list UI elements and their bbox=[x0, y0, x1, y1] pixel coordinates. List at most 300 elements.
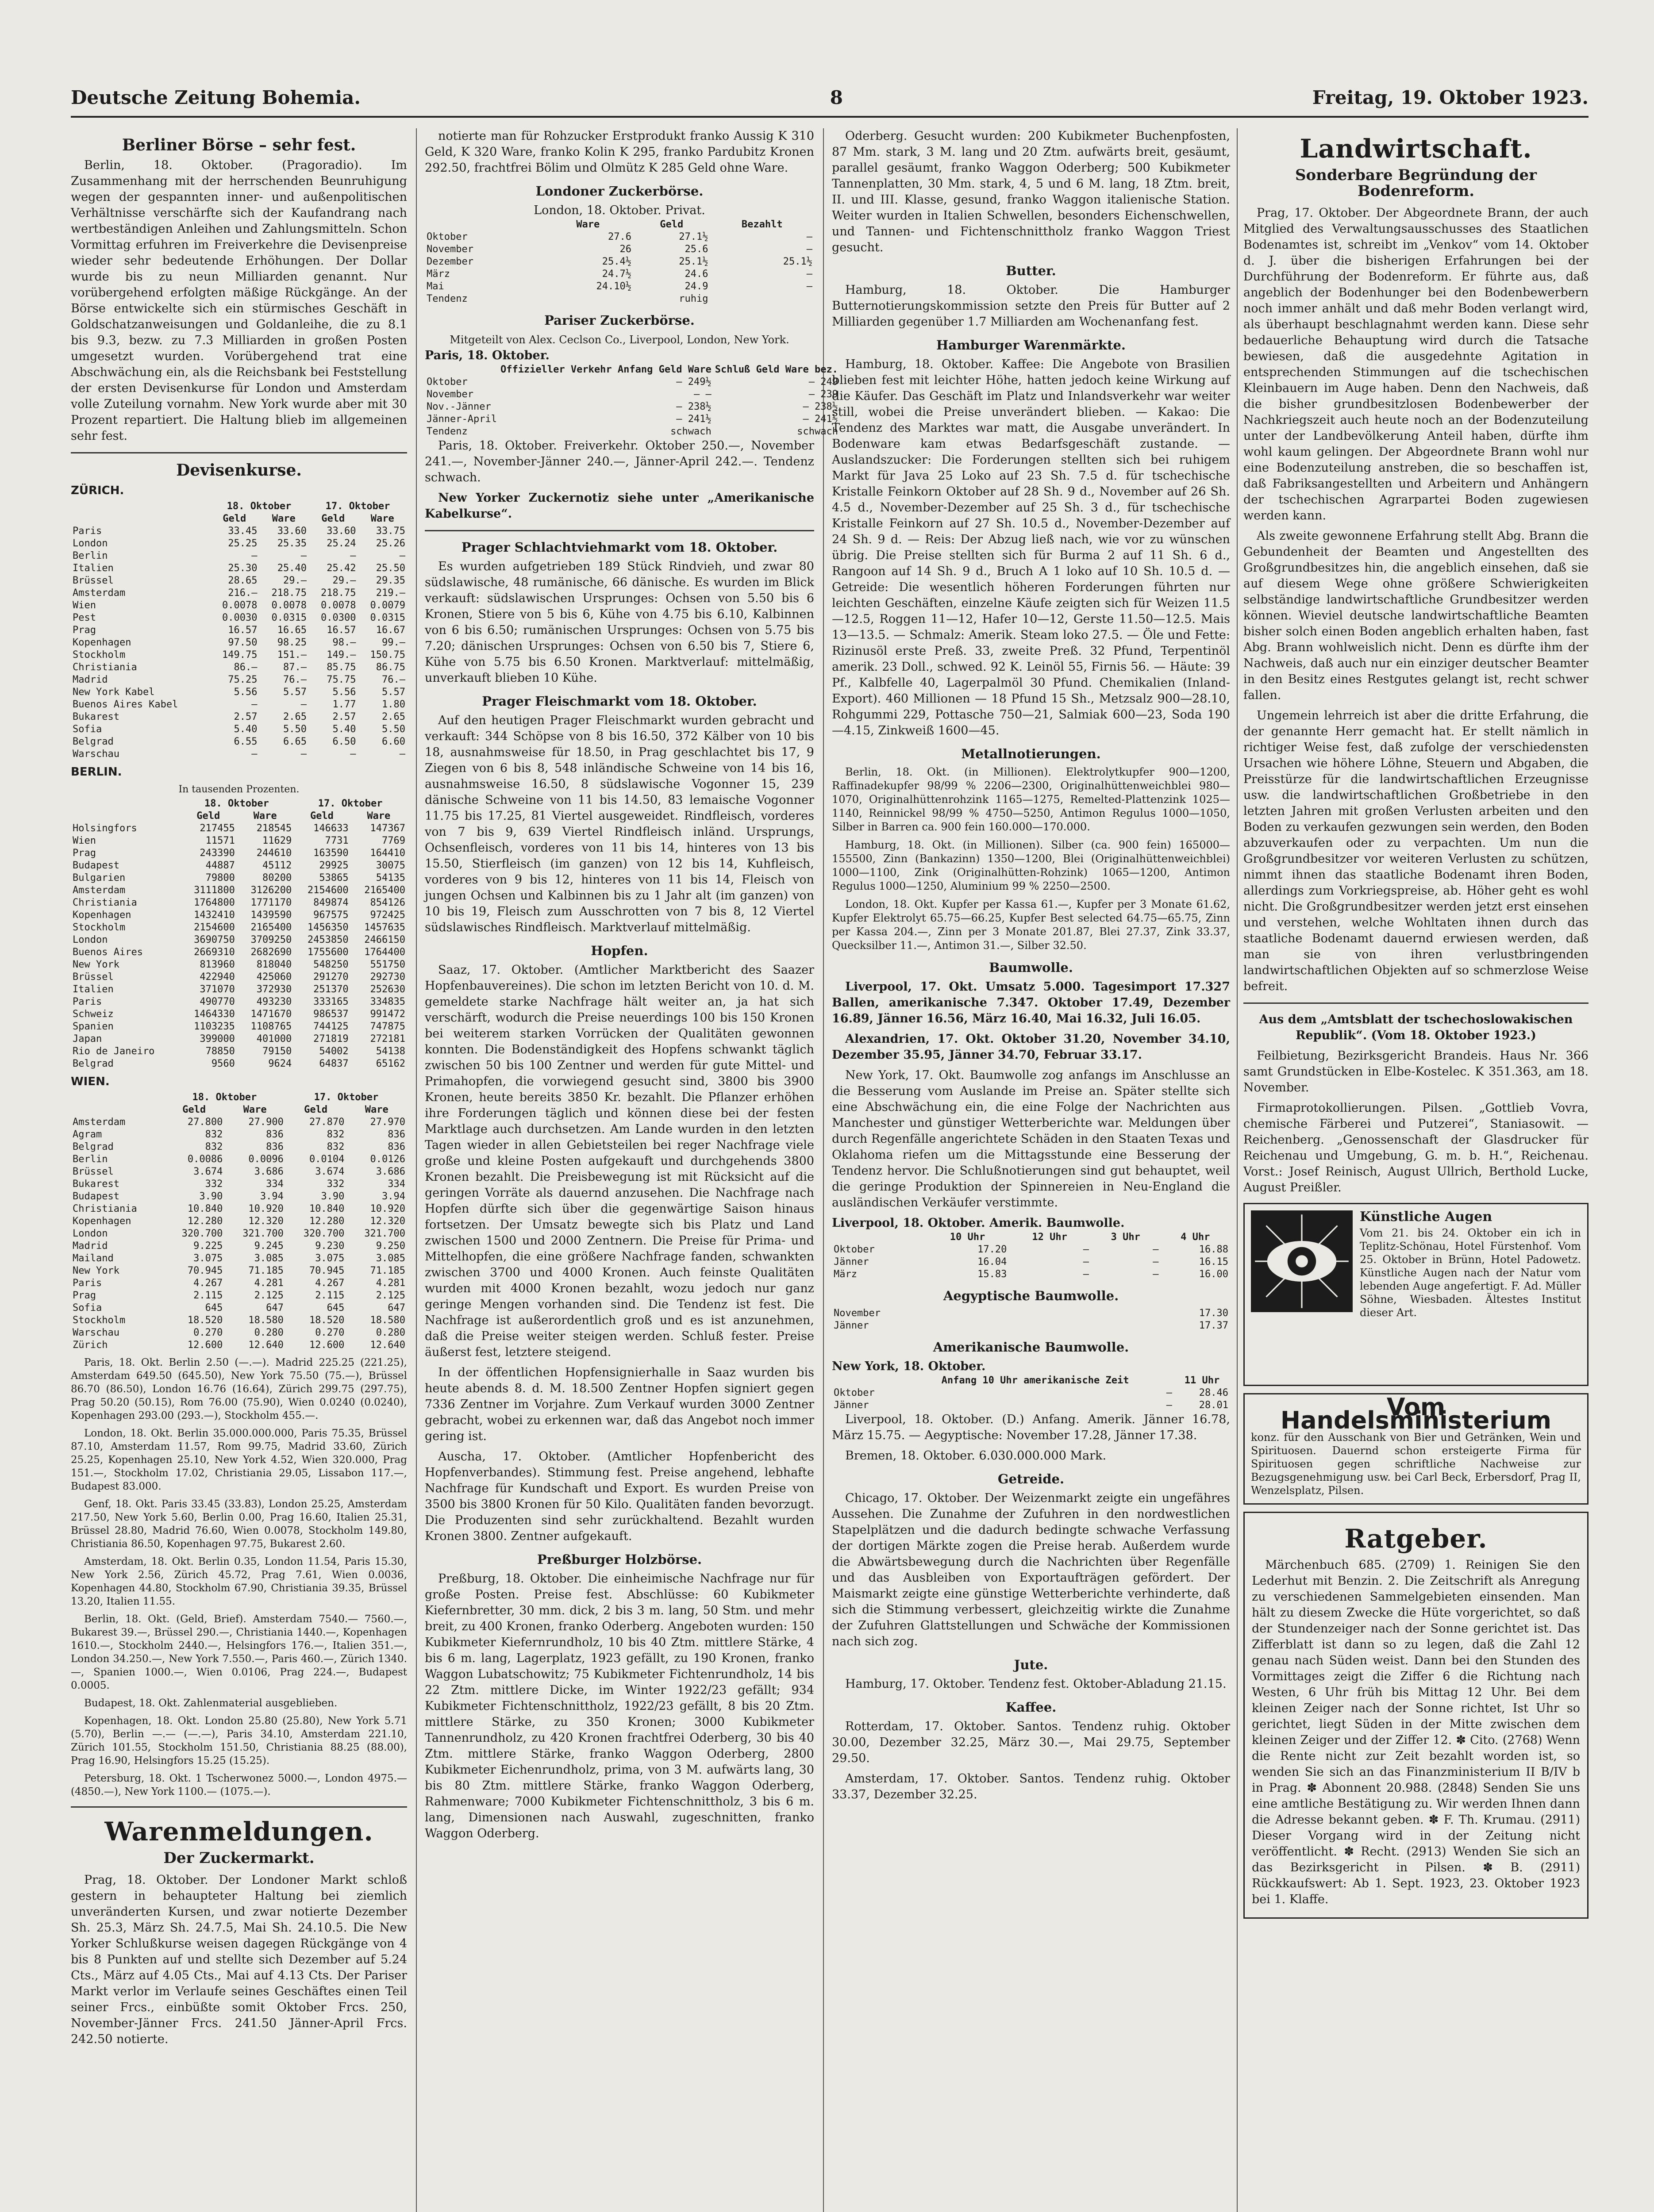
table-cell: 12.280 bbox=[187, 1216, 223, 1227]
table-cell: 16.00 bbox=[1199, 1269, 1228, 1280]
table-cell: 292730 bbox=[370, 972, 405, 983]
table-row bbox=[425, 413, 840, 426]
table-cell bbox=[542, 293, 633, 305]
table-cell: — 241½ bbox=[803, 414, 838, 425]
divider bbox=[71, 1806, 407, 1808]
table-cell: 10.840 bbox=[187, 1203, 223, 1214]
table-row bbox=[71, 1228, 407, 1240]
table-row bbox=[832, 1307, 1230, 1320]
table-row bbox=[71, 1141, 407, 1153]
table-cell: 551750 bbox=[370, 959, 405, 970]
table-cell: 0.0078 bbox=[321, 600, 356, 611]
row-label: Amsterdam bbox=[73, 885, 126, 896]
column-rule bbox=[823, 128, 824, 2212]
table-cell: 29925 bbox=[319, 860, 349, 871]
table-cell: 76.– bbox=[382, 674, 405, 685]
berlin-table-title: BERLIN. bbox=[71, 765, 122, 779]
table-cell: — bbox=[1083, 1256, 1089, 1267]
table-row bbox=[71, 959, 407, 971]
table-cell: 422940 bbox=[200, 972, 235, 983]
table-cell: 272181 bbox=[370, 1033, 405, 1045]
table-cell: – bbox=[350, 749, 356, 760]
table-cell: 3.90 bbox=[199, 1191, 223, 1202]
table-cell: — bbox=[1153, 1269, 1159, 1280]
table-cell: 5.57 bbox=[283, 687, 307, 698]
paper-name: Deutsche Zeitung Bohemia. bbox=[71, 86, 361, 108]
table-row bbox=[832, 1256, 1230, 1268]
row-label: Berlin bbox=[73, 1154, 108, 1165]
table-cell: 149.– bbox=[327, 649, 356, 661]
table-cell: 76.– bbox=[283, 674, 307, 685]
table-row bbox=[71, 884, 407, 897]
table-cell: 1457635 bbox=[364, 922, 405, 933]
row-label: Mailand bbox=[73, 1253, 114, 1264]
table-row bbox=[425, 280, 814, 293]
table-row bbox=[71, 599, 407, 612]
row-label: Tendenz bbox=[427, 426, 468, 437]
amsterdam-kaffee-text: Amsterdam, 17. Oktober. Santos. Tendenz ruhig. Oktober 33.37, Dezember 32.25. bbox=[832, 1772, 1230, 1801]
row-label: Schweiz bbox=[73, 1009, 114, 1020]
table-cell: 1764800 bbox=[194, 897, 235, 908]
table-cell: — bbox=[1083, 1269, 1089, 1280]
table-cell: 17.20 bbox=[977, 1244, 1007, 1255]
row-label: Paris bbox=[73, 996, 102, 1007]
row-label: Sofia bbox=[73, 724, 102, 735]
table-cell: 1103235 bbox=[194, 1021, 235, 1032]
table-row bbox=[71, 1178, 407, 1190]
hopfen-text-2: In der öffentlichen Hopfensignierhalle in Saaz wurden bis heute abends 8. d. M. 18.500 Zentner Hopfen signiert gegen 7336 Zentner im Vorjahre. Zum Verkauf wurden 3000 Zentner gebracht, wobei zu erkennen war, daß das Angebot noch immer gering ist. bbox=[425, 1366, 814, 1443]
landwirtschaft-heading: Landwirtschaft. bbox=[1300, 134, 1532, 164]
row-label: New York bbox=[73, 959, 119, 970]
table-cell: 2669310 bbox=[194, 947, 235, 958]
row-label: Rio de Janeiro bbox=[73, 1046, 155, 1057]
other-quotes bbox=[71, 1356, 407, 1798]
table-cell: 0.0315 bbox=[370, 612, 405, 623]
london-sugar-table: Ware Geld Bezahlt Oktober 27.6 27.1½ — November 26 25.6 — Dezember 25.4½ 25.1½ 25.1½ März 24.7½ 24.6 — Mai 24.10½ 24.9 — Tendenz ruhig bbox=[425, 219, 814, 305]
hopfen-heading: Hopfen. bbox=[591, 943, 648, 958]
column-rule bbox=[1237, 128, 1238, 2212]
table-row bbox=[71, 748, 407, 760]
table-cell: 25.30 bbox=[228, 563, 258, 574]
table-cell: 2.125 bbox=[376, 1290, 405, 1301]
table-row bbox=[425, 243, 814, 256]
table-cell: 332 bbox=[327, 1179, 345, 1190]
table-cell: 320.700 bbox=[181, 1228, 223, 1239]
row-label: Madrid bbox=[73, 1240, 108, 1252]
table-row bbox=[71, 897, 407, 909]
ad-eye-headline: Künstliche Augen bbox=[1360, 1209, 1492, 1225]
table-cell: 2466150 bbox=[364, 934, 405, 945]
column-2 bbox=[425, 128, 838, 2212]
table-cell: 79800 bbox=[205, 872, 235, 883]
row-label: Agram bbox=[73, 1129, 102, 1140]
table-cell: – bbox=[300, 550, 307, 561]
paris-freiverkehr: Paris, 18. Oktober. Freiverkehr. Oktober 250.—, November 241.—, November-Jänner 240.—, Jänner-April 242.—. Tendenz schwach. bbox=[425, 439, 814, 484]
ad-eye-text: Vom 21. bis 24. Oktober ein ich in Teplitz-Schönau, Hotel Fürstenhof. Vom 25. Oktober in Brünn, Hotel Padowetz. Künstliche Augen nach der Natur vom lebenden Auge angefertigt. F. Ad. Müller Söhne, Wiesbaden. Ältestes Institut dieser Art. bbox=[1360, 1227, 1581, 1319]
table-cell: 16.88 bbox=[1199, 1244, 1228, 1255]
table-cell: 54138 bbox=[376, 1046, 405, 1057]
table-cell: 218545 bbox=[256, 823, 292, 834]
table-cell: 425060 bbox=[256, 972, 292, 983]
quote-paragraph: London, 18. Okt. Berlin 35.000.000.000, Paris 75.35, Brüssel 87.10, Amsterdam 11.57, Rom 99.75, Madrid 33.60, Zürich 25.25, Kopenhagen 25.10, New York 4.52, Wien 320.000, Prag 151.—, Stockholm 17.02, Christiania 29.05, Lissabon 117.—, Budapest 83.000. bbox=[71, 1428, 407, 1492]
table-cell: 12.320 bbox=[370, 1216, 405, 1227]
row-label: Zürich bbox=[73, 1340, 108, 1351]
ad-handelsministerium-title: Vom Handelsministerium bbox=[1280, 1393, 1552, 1434]
hamburger-warenmaerkte-heading: Hamburger Warenmärkte. bbox=[936, 338, 1126, 353]
zuckermarkt-subheading: Der Zuckermarkt. bbox=[163, 1849, 315, 1867]
table-cell: 25.25 bbox=[228, 538, 258, 549]
table-row bbox=[71, 1203, 407, 1215]
table-cell: 0.270 bbox=[193, 1327, 223, 1338]
row-label: Italien bbox=[73, 984, 114, 995]
table-cell: 17.30 bbox=[1199, 1308, 1228, 1319]
table-cell: 251370 bbox=[313, 984, 349, 995]
new-york-sugar-note: New Yorker Zuckernotiz siehe unter „Amerikanische Kabelkurse“. bbox=[425, 491, 814, 521]
table-cell: 1108765 bbox=[250, 1021, 292, 1032]
table-row bbox=[71, 1190, 407, 1203]
table-cell: 3.075 bbox=[193, 1253, 223, 1264]
table-row bbox=[832, 1268, 1230, 1281]
bodenreform-text-1: Prag, 17. Oktober. Der Abgeordnete Brann, der auch Mitglied des Verwaltungsausschusses des Staatlichen Bodenamtes ist, schreibt im „Venkov“ vom 14. Oktober d. J. über die bisherigen Erfahrungen bei der Durchführung der Bodenreform. Er führte aus, daß angeblich der Bodenhunger bei den Bodenbewerbern noch immer anhält und daß mehr Boden verlangt wird, als überhaupt beschlagnahmt werden kann. Diese sehr bedauerliche Behauptung wird durch die Tatsache bewiesen, daß die ausgedehnte Agitation in entsprechenden Stimmungen auf die tschechischen Kleinbauern im Auge haben. Denn den Nachweis, daß die bisher grundbesitzlosen Bodenbewerber der Nachkriegszeit auch heute noch an der Bodenzuteilung unter der Landbevölkerung Anteil haben, dürfte ihm wohl kaum gelingen. Der Abgeordnete Brann wohl nur eine Bodenzuteilung anstreben, die so beschaffen ist, daß Fabriksangestellten und Arbeitern und Anhängern der tschechischen Agrarpartei Boden zugewiesen werden kann. bbox=[1243, 206, 1589, 522]
table-row bbox=[71, 1153, 407, 1166]
metallnotierungen-heading: Metallnotierungen. bbox=[961, 746, 1101, 761]
metall-hamburg-text: Hamburg, 18. Okt. (in Millionen). Silber (ca. 900 fein) 165000—155500, Zinn (Bankazinn) 1350—1200, Blei (Originalhüttenweichblei) 1000—1100, Zink (Originalhütten-Rohzink) 1065—1200, Antimon Regulus 1000—1250, Aluminium 99 % 2250—2500. bbox=[832, 839, 1230, 892]
table-cell: 493230 bbox=[256, 996, 292, 1007]
table-cell: 0.0078 bbox=[271, 600, 307, 611]
table-row bbox=[71, 1033, 407, 1045]
column-3 bbox=[832, 128, 1230, 2212]
table-cell: — — bbox=[694, 389, 712, 400]
table-cell: 3.085 bbox=[376, 1253, 405, 1264]
table-cell: 2154600 bbox=[194, 922, 235, 933]
row-label: New York Kabel bbox=[73, 687, 155, 698]
table-cell: – bbox=[251, 699, 258, 710]
table-cell: 86.– bbox=[234, 662, 258, 673]
table-cell: 218.75 bbox=[321, 588, 356, 599]
table-row bbox=[71, 1252, 407, 1265]
table-cell: 9624 bbox=[268, 1058, 292, 1069]
table-cell: 6.65 bbox=[283, 736, 307, 747]
table-cell: 33.75 bbox=[376, 526, 405, 537]
table-cell: — bbox=[1153, 1244, 1159, 1255]
table-row bbox=[71, 1327, 407, 1339]
row-label: Stockholm bbox=[73, 922, 126, 933]
table-cell: 147367 bbox=[370, 823, 405, 834]
table-cell: 24.6 bbox=[685, 269, 708, 280]
row-label: London bbox=[73, 538, 108, 549]
table-cell: ruhig bbox=[679, 293, 708, 304]
row-label: Amsterdam bbox=[73, 588, 126, 599]
table-cell: — 239 bbox=[808, 389, 838, 400]
page-number: 8 bbox=[830, 86, 843, 108]
row-label: Warschau bbox=[73, 749, 119, 760]
table-cell: 334835 bbox=[370, 996, 405, 1007]
row-label: November bbox=[834, 1308, 881, 1319]
schlachtviehmarkt-heading: Prager Schlachtviehmarkt vom 18. Oktober. bbox=[461, 540, 778, 555]
table-row bbox=[71, 1240, 407, 1252]
zurich-table: 18. Oktober 17. Oktober Geld Ware Geld Ware Paris 33.45 33.60 33.60 33.75 London 25.25 25.35 25.24 25.26 Berlin – – – – Italien 25.30 25.40 25.42 25.50 Brüssel 28.65 29.– 29.– 29.35 Amsterdam 216.– 218.75 218.75 219.– Wien 0.0078 0.0078 0.0078 0.0079 Pest 0.0030 0.0315 0.0300 0.0315 Prag 16.57 16.65 16.57 16.67 Kopenhagen 97.50 98.25 98.– 99.– Stockholm 149.75 151.– 149.– 150.75 Christiania 86.– 87.– 85.75 86.75 Madrid 75.25 76.– 75.75 76.– New York Kabel 5.56 5.57 5.56 5.57 Buenos Aires Kabel – – 1.77 1.80 Bukarest 2.57 2.65 2.57 2.65 Sofia 5.40 5.50 5.40 5.50 Belgrad 6.55 6.65 6.50 6.60 Warschau – – – – bbox=[71, 500, 407, 760]
table-cell: 9.250 bbox=[376, 1240, 405, 1252]
table-cell: — 241½ bbox=[676, 414, 712, 425]
butter-heading: Butter. bbox=[1006, 263, 1056, 278]
table-cell: 2.57 bbox=[234, 711, 258, 722]
row-label: Nov.-Jänner bbox=[427, 401, 491, 412]
table-cell: 28.01 bbox=[1199, 1400, 1228, 1411]
table-cell: 98.25 bbox=[277, 637, 307, 648]
table-cell: – bbox=[300, 699, 307, 710]
table-cell: 33.60 bbox=[277, 526, 307, 537]
row-label: Kopenhagen bbox=[73, 637, 131, 648]
row-label: Belgrad bbox=[73, 736, 114, 747]
eye-icon bbox=[1251, 1210, 1353, 1312]
quote-paragraph: Paris, 18. Okt. Berlin 2.50 (—.—). Madrid 225.25 (221.25), Amsterdam 649.50 (645.50), New York 75.50 (75.—), Brüssel 86.70 (86.50), London 16.76 (16.64), Zürich 299.75 (297.75), Prag 50.20 (50.15), Rom 76.00 (75.90), Wien 0.0240 (0.0240), Kopenhagen 293.00 (293.—), Stockholm 455.—. bbox=[71, 1357, 407, 1421]
table-cell: 3.674 bbox=[315, 1166, 345, 1177]
table-row bbox=[71, 922, 407, 934]
hopfen-text: Saaz, 17. Oktober. (Amtlicher Marktbericht des Saazer Hopfenbauvereines). Die schon im letzten Bericht von 10. d. M. gemeldete starke Nachfrage hält weiter an, ja hat sich verschärft, wodurch die Preise neuerdings 100 bis 150 Kronen bei weiterem starken Vorrücken der Qualitäten gewonnen konnten. Die Bodenständigkeit des Hopfens schwankt täglich zwischen 50 bis 100 Zentner und werden für gute Mittel- und Primahopfen, die vorwiegend gesucht sind, 3800 bis 3900 Kronen, heute bereits 3850 Kr. bezahlt. Die Pflanzer erhöhen ihre Forderungen täglich und können diese bei der festen Marktlage auch durchsetzen. Am Lande wurden in den letzten Tagen wieder in allen Gebietsteilen bei reger Nachfrage viele große und kleine Posten aufgekauft und durchgehends 3800 Kronen bezahlt. Die Preisbewegung ist mit Rücksicht auf die geringen Vorräte als dauernd anzusehen. Die Nachfrage nach Hopfen dürfte sich über die gegenwärtige Saison hinaus fortsetzen. Der Umsatz bewegte sich bis Platz und Land zwischen 1500 und 2000 Zentnern. Die Preise für Prima- und Mittelhopfen, die eine größere Nachfrage fanden, schwankten zwischen 3700 und 4000 Kronen. Auch feinste Qualitäten wurden mit 4000 Kronen bezahlt, wozu jedoch nur ganz geringe Mengen vorhanden sind. Die Tendenz ist fest. Die Nachfrage ist außerordentlich groß und es ist anzunehmen, daß die Preise weiter steigen werden. Schluß fester. Preise äußerst fest, letztere steigend. bbox=[425, 963, 814, 1359]
ratgeber-text: Märchenbuch 685. (2709) 1. Reinigen Sie den Lederhut mit Benzin. 2. Die Zeitschrift als Anregung zu verschiedenen Sammelgebieten einsenden. Man hält zu diesem Zwecke die Hüte vorgerichtet, so daß der Stundenzeiger nach der Sonne gerichtet ist. Das Zifferblatt ist dann so zu legen, daß die Zahl 12 genau nach Süden weist. Dann bei den Stunden des Vormittages zeigt die Ziffer 6 die Richtung nach Westen, 6 Uhr früh bis Mittag 12 Uhr. Bei dem kleinen Zeiger nach der Sonne richtet, Ist Uhr so gerichtet, liegt Süden in der Mitte zwischen dem kleinen Zeiger und der Ziffer 12. ✽ Cito. (2768) Wenn die Rente nicht zur Zeit bezahlt worden ist, so wenden Sie sich an das Finanzministerium II B/IV b in Prag. ✽ Abonnent 20.988. (2848) Senden Sie uns eine amtliche Bestätigung zu. Wir werden Ihnen dann die Adresse bekannt geben. ✽ F. Th. Krumau. (2911) Dieser Vorgang wird in der Zeitung nicht veröffentlicht. ✽ Recht. (2913) Wenden Sie sich an das Bezirksgericht in Pilsen. ✽ B. (2911) Rückkaufswert: Ab 1. Sept. 1923, 23. Oktober 1923 bei 1. Klaffe. bbox=[1252, 1558, 1580, 1906]
table-cell: 12.320 bbox=[248, 1216, 284, 1227]
table-row bbox=[71, 575, 407, 587]
table-row bbox=[71, 736, 407, 748]
fleischmarkt-text: Auf den heutigen Prager Fleischmarkt wurden gebracht und verkauft: 344 Schöpse von 8 bis 16.50, 372 Kälber von 10 bis 18, ausnahmsweise für 18.50, in Prag geschlachtet bis 17, 9 Ziegen von 6 bis 8, 548 inländische Schweine von 14 bis 16, ausnahmsweise 16.50, 8 südslawische Vogonner 15, 239 dänische Schweine von 11 bis 14.50, 83 lemaische Vogonner 11.75 bis 17.25, 81 Viertel ausgeweidet. Rindfleisch, vorderes von 7 bis 9, 639 Viertel Rindfleisch inländ. Ursprungs, Ochsenfleisch, vorderes von 11 bis 14, hinteres von 13 bis 15.50, Stierfleisch (im ganzen) von 12 bis 14, Kuhfleisch, vorderes von 9 bis 12, hinteres von 11 bis 14, Fleisch von jungen Ochsen und Kalbinnen bis zu 1 Jahr alt (im ganzen) von 10 bis 19, Fleisch zum Ausschrotten von 7 bis 8, 12 Viertel südslawisches Rindfleisch. Marktverlauf mittelmäßig. bbox=[425, 714, 814, 934]
table-cell: — 238½ bbox=[676, 401, 712, 412]
table-cell: — 249 bbox=[808, 376, 838, 388]
table-cell: 70.945 bbox=[187, 1265, 223, 1276]
table-cell: 98.– bbox=[332, 637, 356, 648]
pariser-note: Mitgeteilt von Alex. Ceclson Co., Liverpool, London, New York. bbox=[450, 334, 789, 346]
table-cell: 3126200 bbox=[250, 885, 292, 896]
table-cell: 0.0078 bbox=[222, 600, 258, 611]
bremen-text: Bremen, 18. Oktober. 6.030.000.000 Mark. bbox=[845, 1449, 1107, 1463]
table-cell: 78850 bbox=[205, 1046, 235, 1057]
quote-paragraph: Amsterdam, 18. Okt. Berlin 0.35, London 11.54, Paris 15.30, New York 2.56, Zürich 45.72, Prag 7.61, Wien 0.0036, Kopenhagen 44.80, Stockholm 67.90, Christiania 39.35, Brüssel 13.20, Italien 11.55. bbox=[71, 1556, 407, 1607]
table-row bbox=[71, 1302, 407, 1314]
table-cell: 0.280 bbox=[254, 1327, 284, 1338]
paris-line: Paris, 18. Oktober. bbox=[425, 349, 550, 362]
quote-paragraph: Kopenhagen, 18. Okt. London 25.80 (25.80), New York 5.71 (5.70), Berlin —.— (—.—), Paris 34.10, Amsterdam 221.10, Zürich 101.55, Stockholm 151.50, Christiania 88.25 (88.00), Prag 16.90, Helsingfors 15.25 (15.25). bbox=[71, 1715, 407, 1767]
table-cell: 5.40 bbox=[332, 724, 356, 735]
table-cell: 10.920 bbox=[248, 1203, 284, 1214]
table-cell: 29.– bbox=[332, 575, 356, 586]
table-cell: 27.1½ bbox=[679, 231, 708, 242]
butter-text: Hamburg, 18. Oktober. Die Hamburger Butternotierungskommission setzte den Preis für Butter auf 2 Milliarden gegenüber 1.7 Milliarden am Wochenanfang fest. bbox=[832, 283, 1230, 329]
table-cell: 64837 bbox=[319, 1058, 349, 1069]
table-row bbox=[71, 686, 407, 699]
table-cell: 5.56 bbox=[234, 687, 258, 698]
table-cell: 16.67 bbox=[376, 625, 405, 636]
table-cell: 219.– bbox=[376, 588, 405, 599]
table-cell: 3.686 bbox=[376, 1166, 405, 1177]
row-label: Warschau bbox=[73, 1327, 119, 1338]
table-cell: 372930 bbox=[256, 984, 292, 995]
row-label: Kopenhagen bbox=[73, 1216, 131, 1227]
londoner-zuckerboerse-heading: Londoner Zuckerbörse. bbox=[535, 184, 704, 199]
table-cell: 747875 bbox=[370, 1021, 405, 1032]
table-cell: 146633 bbox=[313, 823, 349, 834]
table-cell: 0.280 bbox=[376, 1327, 405, 1338]
table-cell: 27.800 bbox=[187, 1117, 223, 1128]
table-cell: 25.1½ bbox=[679, 256, 708, 267]
table-cell: 4.267 bbox=[193, 1278, 223, 1289]
artificial-eyes-ad bbox=[1243, 1203, 1589, 1386]
row-label: Oktober bbox=[834, 1387, 875, 1398]
berliner-boerse-heading: Berliner Börse – sehr fest. bbox=[122, 136, 356, 154]
table-cell: 1439590 bbox=[250, 910, 292, 921]
table-cell: — bbox=[1166, 1387, 1172, 1398]
table-row bbox=[71, 847, 407, 860]
table-row bbox=[832, 1387, 1230, 1399]
table-cell: 1464330 bbox=[194, 1009, 235, 1020]
table-row bbox=[71, 1277, 407, 1290]
table-cell: — 238½ bbox=[803, 401, 838, 412]
table-cell: 18.520 bbox=[309, 1315, 345, 1326]
table-cell: 3.94 bbox=[382, 1191, 405, 1202]
table-cell: 18.580 bbox=[370, 1315, 405, 1326]
table-cell: 5.50 bbox=[283, 724, 307, 735]
new-york-line: New York, 18. Oktober. bbox=[832, 1359, 986, 1373]
table-cell: 3.075 bbox=[315, 1253, 345, 1264]
table-row bbox=[71, 909, 407, 922]
quote-paragraph: Budapest, 18. Okt. Zahlenmaterial ausgeblieben. bbox=[84, 1697, 338, 1709]
row-label: Belgrad bbox=[73, 1141, 114, 1152]
table-cell: 12.640 bbox=[370, 1340, 405, 1351]
ratgeber-box bbox=[1243, 1512, 1589, 1919]
row-label: Jänner bbox=[834, 1320, 869, 1331]
table-cell: 25.42 bbox=[327, 563, 356, 574]
table-cell: 71.185 bbox=[370, 1265, 405, 1276]
zurich-table-title: ZÜRICH. bbox=[71, 484, 124, 497]
table-cell: 216.– bbox=[228, 588, 258, 599]
table-cell: 27.900 bbox=[248, 1117, 284, 1128]
table-cell: 401000 bbox=[256, 1033, 292, 1045]
row-label: Brüssel bbox=[73, 1166, 114, 1177]
table-cell: 33.60 bbox=[327, 526, 356, 537]
table-cell: 832 bbox=[205, 1141, 223, 1152]
quote-paragraph: Genf, 18. Okt. Paris 33.45 (33.83), London 25.25, Amsterdam 217.50, New York 5.60, Berlin 0.00, Prag 16.60, Italien 25.31, Brüssel 28.80, Madrid 76.60, Wien 0.0078, Stockholm 149.80, Christiania 86.50, Kopenhagen 97.75, Bukarest 2.60. bbox=[71, 1498, 407, 1550]
holzboerse-text: Preßburg, 18. Oktober. Die einheimische Nachfrage nur für große Posten. Preise fest. Abschlüsse: 60 Kubikmeter Kiefernbretter, 30 mm. dick, 2 bis 3 m. lang, 50 Stm. und mehr breit, zu 400 Kronen, franko Oderberg. Angeboten wurden: 150 Kubikmeter Kiefernrundholz, 10 bis 40 Ztm. mittlere Stärke, 4 bis 6 m. lang, Lagerplatz, 1923 gefällt, zu 190 Kronen, franko Waggon Lubatschowitz; 75 Kubikmeter Fichtenrundholz, 14 bis 22 Ztm. mittlere Dicke, im Winter 1922/23 gefällt; 934 Kubikmeter Fichtenschnittholz, 1922/23 gefällt, 8 bis 20 Ztm. mittlere Stärke, zu 350 Kronen; 3000 Kubikmeter Tannenrundholz, zu 420 Kronen frachtfrei Oderberg, 30 bis 40 Ztm. mittlere Stärke, franko Waggon Oderberg, 2800 Kubikmeter Eichenrundholz, prima, von 3 M. aufwärts lang, 30 bis 80 Ztm. mittlere Stärke, franko Waggon Oderberg, Rahmenware; 7000 Kubikmeter Fichtenschnittholz, 3 bis 6 m. lang, Dimensionen nach Auswahl, zugeschnitten, franko Waggon Oderberg. bbox=[425, 1572, 814, 1840]
table-row bbox=[71, 1166, 407, 1178]
table-cell: 291270 bbox=[313, 972, 349, 983]
table-row bbox=[425, 268, 814, 280]
row-label: London bbox=[73, 934, 108, 945]
table-row bbox=[832, 1320, 1230, 1332]
table-cell: 71.185 bbox=[248, 1265, 284, 1276]
table-cell: 332 bbox=[205, 1179, 223, 1190]
berlin-table-note: In tausenden Prozenten. bbox=[178, 784, 300, 795]
table-row bbox=[71, 983, 407, 996]
row-label: Christiania bbox=[73, 1203, 137, 1214]
table-cell: 3.674 bbox=[193, 1166, 223, 1177]
table-cell: 4.267 bbox=[315, 1278, 345, 1289]
row-label: Wien bbox=[73, 835, 96, 846]
table-row bbox=[71, 649, 407, 661]
table-row bbox=[425, 256, 814, 268]
baumwolle-text: New York, 17. Okt. Baumwolle zog anfangs im Anschlusse an die Besserung vom Auslande im Preise an. Später stellte sich eine Abschwächung ein, die eine Folge der Nachrichten aus Manchester und günstiger Wetterberichte war. Meldungen über durch Regenfälle angerichtete Schäden in den Staaten Texas und Oklahoma riefen um die Mittagsstunde eine Besserung der Tendenz hervor. Die Schlußnotierungen sind gut behauptet, weil die geringe Produktion der Spinnereien in Neu-England die ausländischen Verkäufer verstimmte. bbox=[832, 1068, 1230, 1210]
table-cell bbox=[710, 293, 815, 305]
table-row bbox=[71, 723, 407, 736]
table-cell: 2682690 bbox=[250, 947, 292, 958]
table-cell: — bbox=[1153, 1256, 1159, 1267]
aegyptische-baumwolle-heading: Aegyptische Baumwolle. bbox=[943, 1288, 1119, 1303]
schlachtviehmarkt-text: Es wurden aufgetrieben 189 Stück Rindvieh, und zwar 80 südslawische, 48 rumänische, 66 dänische. Es wurden im Blick verkauft: südslawischen Ursprunges: Ochsen von 5.50 bis 6 Kronen, Stiere von 5 bis 6, Kühe von 4.75 bis 6.10, Kalbinnen von 6 bis 6.50; rumänischen Ursprunges: Ochsen von 5.75 bis 7.20; dänischen Ursprunges: Ochsen von 6.50 bis 7, Stiere 6, Kühe von 5.75 bis 6.50 Kronen. Marktverlauf: mittelmäßig, unverkauft blieben 10 Kühe. bbox=[425, 560, 814, 685]
table-cell: 6.60 bbox=[382, 736, 405, 747]
table-cell: 1.80 bbox=[382, 699, 405, 710]
table-cell: 2453850 bbox=[307, 934, 349, 945]
table-cell: 7731 bbox=[325, 835, 349, 846]
table-cell: 9.245 bbox=[254, 1240, 284, 1252]
table-cell: – bbox=[251, 749, 258, 760]
wien-table-title: WIEN. bbox=[71, 1075, 110, 1088]
table-cell: 12.280 bbox=[309, 1216, 345, 1227]
table-row bbox=[71, 612, 407, 624]
table-cell: 2.65 bbox=[382, 711, 405, 722]
table-cell: 11571 bbox=[205, 835, 235, 846]
table-cell: 986537 bbox=[313, 1009, 349, 1020]
table-cell: 16.15 bbox=[1199, 1256, 1228, 1267]
table-cell: 25.50 bbox=[376, 563, 405, 574]
table-cell: 813960 bbox=[200, 959, 235, 970]
table-cell: 0.0079 bbox=[370, 600, 405, 611]
new-york-table: Anfang 10 Uhr amerikanische Zeit 11 Uhr Oktober — 28.46 Jänner — 28.01 bbox=[832, 1375, 1230, 1412]
table-cell: – bbox=[251, 550, 258, 561]
table-row bbox=[425, 376, 840, 388]
table-cell: 1471670 bbox=[250, 1009, 292, 1020]
row-label: Jänner-April bbox=[427, 414, 497, 425]
row-label: Budapest bbox=[73, 860, 119, 871]
table-cell: 18.520 bbox=[187, 1315, 223, 1326]
row-label: Prag bbox=[73, 1290, 96, 1301]
table-cell: 243390 bbox=[200, 848, 235, 859]
liverpool-text: Liverpool, 17. Okt. Umsatz 5.000. Tagesimport 17.327 Ballen, amerikanische 7.347. Oktober 17.49, Dezember 16.89, Jänner 16.56, März 16.40, Mai 16.32, Juli 16.05. bbox=[832, 980, 1230, 1025]
table-cell: 150.75 bbox=[370, 649, 405, 661]
handelsministerium-ad bbox=[1243, 1393, 1589, 1505]
row-label: London bbox=[73, 1228, 108, 1239]
divider bbox=[71, 452, 407, 453]
jute-text: Hamburg, 17. Oktober. Tendenz fest. Oktober-Abladung 21.15. bbox=[845, 1677, 1227, 1691]
table-cell: — bbox=[1083, 1244, 1089, 1255]
table-cell: 5.57 bbox=[382, 687, 405, 698]
row-label: Buenos Aires bbox=[73, 947, 143, 958]
table-cell: 333165 bbox=[313, 996, 349, 1007]
table-cell: 0.0086 bbox=[187, 1154, 223, 1165]
quote-paragraph: Berlin, 18. Okt. (Geld, Brief). Amsterdam 7540.— 7560.—, Bukarest 39.—, Brüssel 290.—, Christiania 1440.—, Kopenhagen 1610.—, Stockholm 2440.—, Helsingfors 176.—, Italien 351.—, London 34.250.—, New York 7.550.—, Paris 460.—, Zürich 1340.—, Spanien 1000.—, Wien 0.0106, Prag 224.—, Budapest 0.0005. bbox=[71, 1613, 407, 1691]
row-label: Wien bbox=[73, 600, 96, 611]
table-row bbox=[71, 661, 407, 674]
table-cell: 2.115 bbox=[315, 1290, 345, 1301]
table-cell: 371070 bbox=[200, 984, 235, 995]
holzboerse-heading: Preßburger Holzbörse. bbox=[537, 1552, 702, 1567]
row-label: Brüssel bbox=[73, 575, 114, 586]
table-cell: 80200 bbox=[262, 872, 292, 883]
row-label: Spanien bbox=[73, 1021, 114, 1032]
table-cell: – bbox=[300, 749, 307, 760]
ratgeber-heading: Ratgeber. bbox=[1344, 1524, 1488, 1554]
table-cell: 0.0030 bbox=[222, 612, 258, 623]
table-cell: 25.26 bbox=[376, 538, 405, 549]
row-label: Buenos Aires Kabel bbox=[73, 699, 178, 710]
row-label: Belgrad bbox=[73, 1058, 114, 1069]
table-cell: 6.50 bbox=[332, 736, 356, 747]
holz-continued-text: Oderberg. Gesucht wurden: 200 Kubikmeter Buchenpfosten, 87 Mm. stark, 3 M. lang und 20 Ztm. aufwärts breit, gesäumt, parallel gesäumt, franko Waggon Oderberg; 500 Kubikmeter Tannenplatten, 30 Mm. stark, 4, 5 und 6 M. lang, 18 Ztm. breit, II. und III. Klasse, gesund, franko Waggon italienische Station. Weiter wurden in Italien Schwellen, besonders Eichenschwellen, und Tannen- und Fichtenschnittholz franko Waggon Triest gesucht. bbox=[832, 129, 1230, 254]
table-cell: 1456350 bbox=[307, 922, 349, 933]
berliner-boerse-text: Berlin, 18. Oktober. (Pragoradio). Im Zusammenhang mit der herrschenden Beunruhigung wegen der gespannten inner- und außenpolitischen Verhältnisse verschärfte sich der Kaufandrang nach wertbeständigen Anleihen und Zahlungsmitteln. Schon Vormittag erfuhren im Freiverkehre die Devisenpreise wieder sehr bedeutende Erhöhungen. Der Dollar wurde bis zu neun Milliarden genannt. Nur vorübergehend erfolgten mäßige Rückgänge. An der Börse entwickelte sich ein stürmisches Geschäft in Goldschatzanweisungen und Goldanleihe, die zu 8.1 bis 9.3, bezw. zu 7.3 Milliarden in großen Posten umgesetzt wurden. Vorübergehend trat eine Abschwächung ein, als die Reichsbank bei Feststellung der ersten Devisenkurse für London und Amsterdam volle Zuteilung vornahm. New York wurde aber mit 30 Prozent repartiert. Die Haltung blieb im allgemeinen sehr fest. bbox=[71, 158, 407, 443]
row-label: Italien bbox=[73, 563, 114, 574]
table-cell: 3.686 bbox=[254, 1166, 284, 1177]
table-cell: 53865 bbox=[319, 872, 349, 883]
table-cell: 2.57 bbox=[332, 711, 356, 722]
table-row bbox=[425, 401, 840, 413]
feilbietung-text: Feilbietung, Bezirksgericht Brandeis. Haus Nr. 366 samt Grundstücken in Elbe-Kostelec. K 351.363, am 18. November. bbox=[1243, 1049, 1589, 1094]
